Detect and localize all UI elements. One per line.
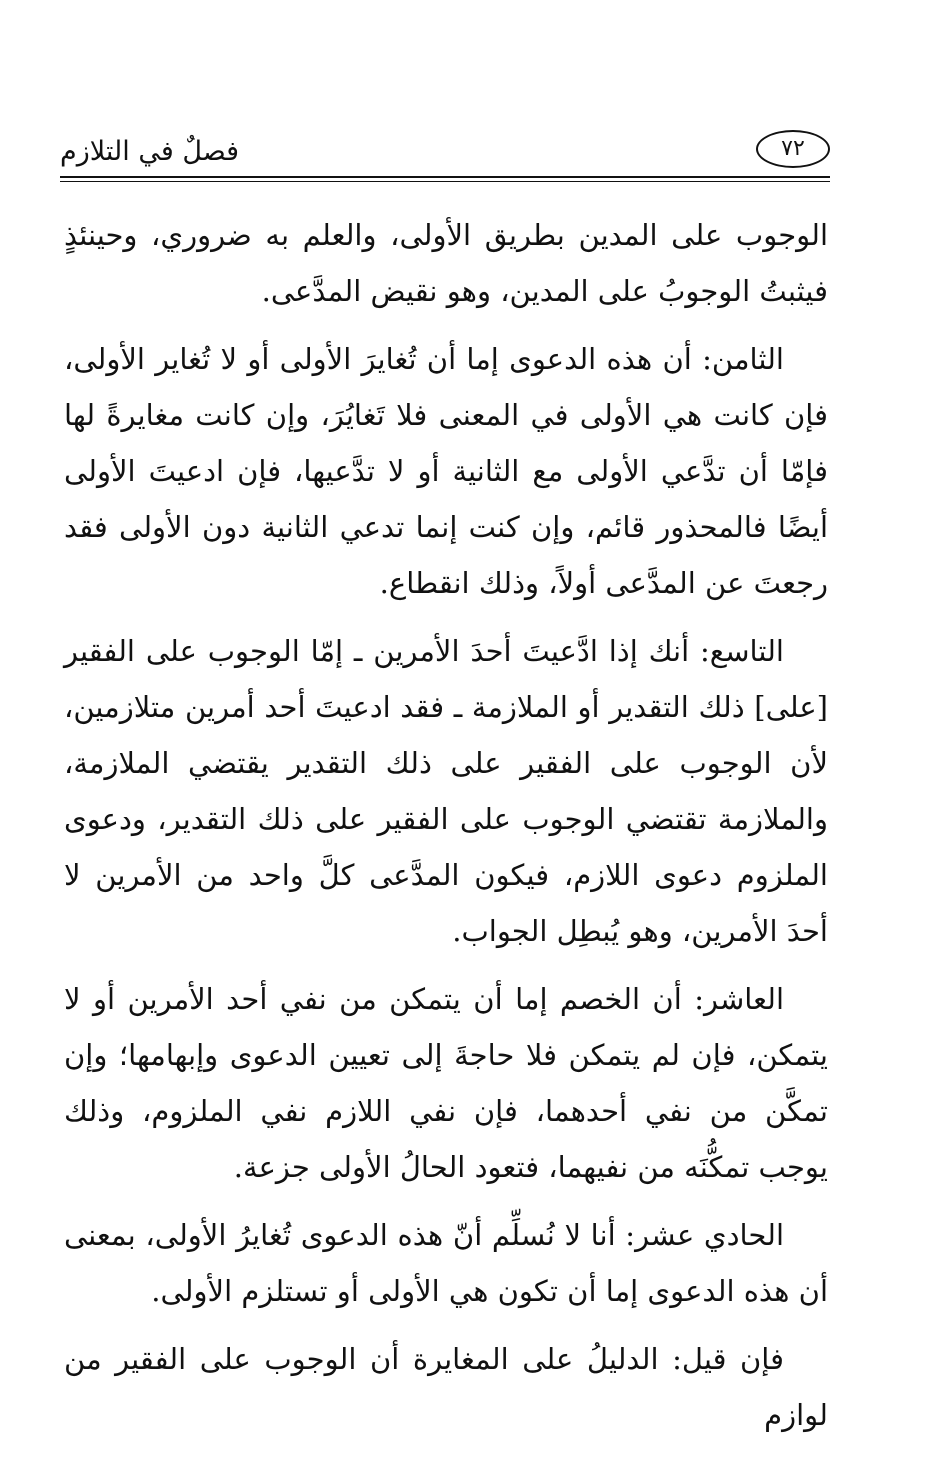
paragraph-objection: فإن قيل: الدليلُ على المغايرة أن الوجوب على الفقير من لوازم [64, 1342, 828, 1432]
header-rule-thin [60, 181, 830, 182]
paragraph-tenth: العاشر: أن الخصم إما أن يتمكن من نفي أحد الأمرين أو لا يتمكن، فإن لم يتمكن فلا حاجةَ إلى تعيين الدعوى وإبهامها؛ وإن تمكَّن من نفي أحدهما، فإن نفي اللازم نفي الملزوم، وذلك يوجب تمكُّنَه من نفيهما، فتعود الحالُ الأولى جزعة. [64, 982, 828, 1184]
body-text [64, 207, 828, 1455]
page-number: ٧٢ [756, 130, 830, 168]
paragraph-eleventh: الحادي عشر: أنا لا نُسلِّم أنّ هذه الدعوى تُغايرُ الأولى، بمعنى أن هذه الدعوى إما أن تكون هي الأولى أو تستلزم الأولى. [64, 1218, 828, 1308]
paragraph-continuation: الوجوب على المدين بطريق الأولى، والعلم به ضروري، وحينئذٍ فيثبتُ الوجوبُ على المدين، وهو نقيض المدَّعى. [64, 218, 828, 308]
page-header [60, 130, 830, 188]
paragraph-eighth: الثامن: أن هذه الدعوى إما أن تُغايرَ الأولى أو لا تُغاير الأولى، فإن كانت هي الأولى في المعنى فلا تَغايُرَ، وإن كانت مغايرةً لها فإمّا أن تدَّعي الأولى مع الثانية أو لا تدَّعيها، فإن ادعيتَ الأولى أيضًا فالمحذور قائم، وإن كنت إنما تدعي الثانية دون الأولى فقد رجعتَ عن المدَّعى أولاً، وذلك انقطاع. [64, 342, 828, 600]
paragraph-ninth: التاسع: أنك إذا ادَّعيتَ أحدَ الأمرين ـ إمّا الوجوب على الفقير [على] ذلك التقدير أو الملازمة ـ فقد ادعيتَ أحد أمرين متلازمين، لأن الوجوب على الفقير على ذلك التقدير يقتضي الملازمة، والملازمة تقتضي الوجوب على الفقير على ذلك التقدير، ودعوى الملزوم دعوى اللازم، فيكون المدَّعى كلَّ واحد من الأمرين لا أحدَ الأمرين، وهو يُبطِل الجواب. [64, 634, 828, 948]
chapter-title: فصلٌ في التلازم [60, 136, 240, 167]
header-rule [60, 176, 830, 178]
